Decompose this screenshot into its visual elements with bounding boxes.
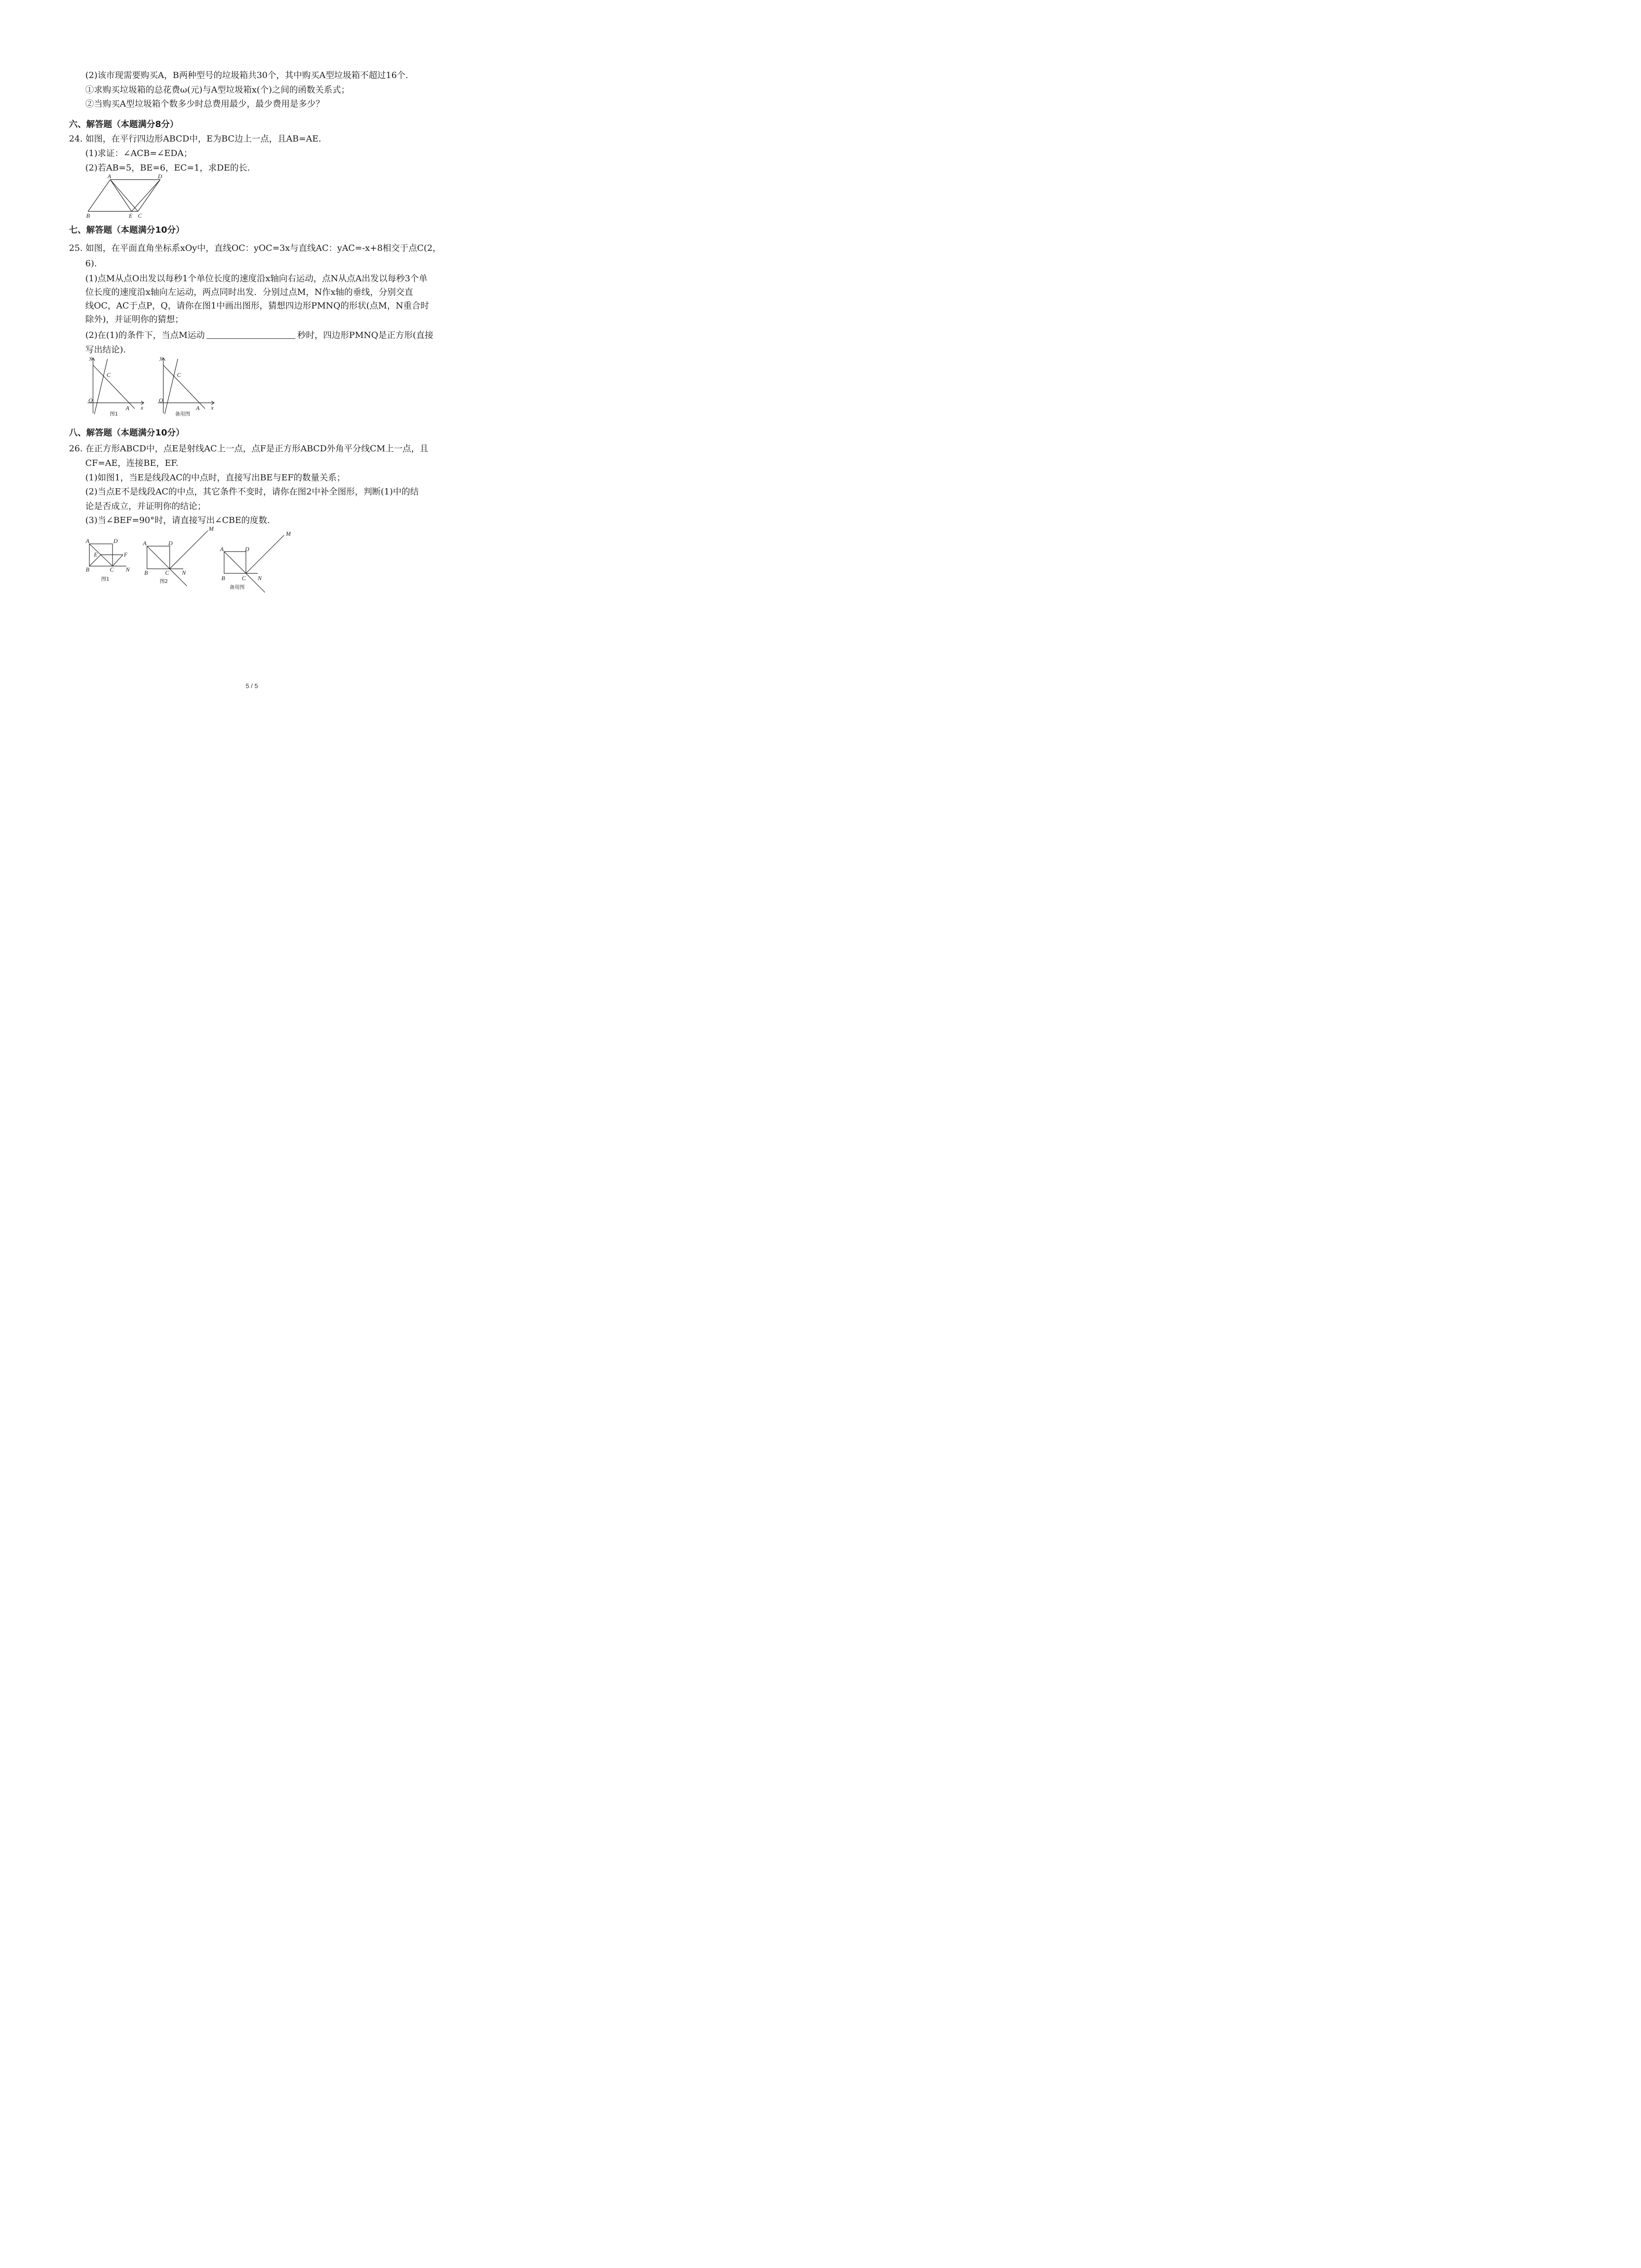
q25-part2-a: (2)在(1)的条件下，当点M运动 — [85, 330, 205, 340]
label-o: O — [159, 397, 163, 404]
side-ab — [88, 180, 110, 211]
label-c: C — [107, 371, 111, 378]
label-b: B — [86, 566, 89, 573]
label-f: F — [124, 551, 127, 558]
label-a: A — [196, 405, 200, 411]
label-a: A — [86, 538, 89, 544]
section6-heading: 六、解答题（本题满分8分） — [69, 119, 179, 129]
q26-figure-1 — [84, 535, 134, 583]
q25-part2-b: 秒时，四边形PMNQ是正方形(直接 — [297, 330, 434, 340]
q24-part1: (1)求证：∠ACB=∠EDA； — [85, 148, 192, 158]
label-d: D — [113, 538, 118, 544]
caption: 备用图 — [175, 411, 190, 417]
label-y: y — [89, 354, 92, 361]
label-o: O — [88, 397, 93, 404]
label-c: C — [177, 371, 181, 378]
q25-part2 — [85, 329, 433, 341]
label-c: C — [138, 212, 142, 219]
label-n: N — [126, 566, 130, 573]
caption: 图1 — [110, 411, 118, 417]
label-c: C — [110, 566, 114, 573]
ray-cm — [246, 535, 284, 573]
page-number: 5 / 5 — [245, 682, 258, 689]
label-n: N — [258, 575, 262, 582]
label-e: E — [94, 551, 98, 558]
label-m: M — [286, 530, 291, 537]
q25-figure-2 — [154, 355, 220, 419]
q24-stem: 24. 如图，在平行四边形ABCD中，E为BC边上一点，且AB=AE. — [69, 134, 322, 144]
q25-figure-1 — [84, 355, 150, 419]
q26-part3: (3)当∠BEF=90°时，请直接写出∠CBE的度数. — [85, 515, 270, 525]
q25-part1-line1: (1)点M从点O出发以每秒1个单位长度的速度沿x轴向右运动，点N从点A出发以每秒3个单 — [85, 274, 428, 284]
label-a: A — [126, 405, 129, 411]
q25-part1-line3: 线OC，AC于点P，Q，请你在图1中画出图形，猜想四边形PMNQ的形状(点M，N重合时 — [85, 301, 429, 311]
label-d: D — [158, 173, 162, 180]
label-c: C — [165, 569, 169, 576]
label-d: D — [245, 546, 250, 552]
label-a: A — [220, 546, 224, 552]
label-n: N — [182, 569, 186, 576]
caption: 图1 — [101, 576, 109, 582]
answer-blank[interactable] — [206, 329, 295, 339]
line-ac — [93, 365, 135, 409]
q24-part2: (2)若AB=5，BE=6，EC=1，求DE的长. — [85, 163, 250, 173]
label-a: A — [108, 173, 111, 180]
label-b: B — [221, 575, 225, 582]
q23-sub2: ②当购买A型垃圾箱个数多少时总费用最少，最少费用是多少？ — [85, 99, 324, 109]
label-x: x — [211, 404, 214, 411]
section8-heading: 八、解答题（本题满分10分） — [69, 428, 185, 438]
label-c: C — [242, 575, 246, 582]
segment-ac — [110, 180, 138, 211]
q24-figure — [82, 173, 172, 219]
label-b: B — [86, 212, 90, 219]
q23-sub1: ①求购买垃圾箱的总花费ω(元)与A型垃圾箱x(个)之间的函数关系式； — [85, 85, 350, 95]
side-cd — [138, 180, 160, 211]
label-b: B — [144, 569, 148, 576]
segment-ed — [132, 180, 160, 211]
q26-part2-line2: 论是否成立，并证明你的结论； — [85, 501, 206, 511]
q26-stem-2: CF=AE，连接BE，EF. — [85, 458, 179, 468]
segment-ae — [110, 180, 132, 211]
label-m: M — [209, 525, 214, 532]
label-e: E — [129, 212, 132, 219]
q25-stem-1: 25. 如图，在平面直角坐标系xOy中，直线OC：yOC=3x与直线AC：yAC=-x+8相交于点C(2， — [69, 243, 441, 253]
label-x: x — [141, 404, 143, 411]
line-oc — [94, 359, 108, 414]
q25-stem-2: 6). — [85, 259, 97, 269]
caption: 图2 — [160, 578, 168, 584]
section7-heading: 七、解答题（本题满分10分） — [69, 225, 185, 235]
label-a: A — [143, 540, 147, 547]
q25-part1-line4: 除外)，并证明你的猜想； — [85, 314, 184, 324]
label-y: y — [160, 354, 162, 361]
line-ac — [163, 365, 205, 409]
q25-part1-line2: 位长度的速度沿x轴向左运动，两点同时出发．分别过点M，N作x轴的垂线，分别交直 — [85, 287, 413, 297]
diagonal-ac — [224, 552, 246, 573]
q26-figure-2 — [141, 526, 218, 592]
q26-figure-3 — [218, 528, 297, 596]
ray-cm — [170, 531, 208, 569]
q23-part2: (2)该市现需要购买A，B两种型号的垃圾箱共30个，其中购买A型垃圾箱不超过16个. — [85, 70, 408, 80]
q26-part1: (1)如图1，当E是线段AC的中点时，直接写出BE与EF的数量关系； — [85, 473, 346, 483]
q26-part2-line1: (2)当点E不是线段AC的中点，其它条件不变时，请你在图2中补全图形，判断(1)中的结 — [85, 487, 419, 497]
line-oc — [165, 359, 178, 414]
segment-cf — [113, 555, 123, 566]
extension-ac — [246, 573, 265, 592]
diagonal-ac — [147, 546, 170, 569]
q26-stem-1: 26. 在正方形ABCD中，点E是射线AC上一点，点F是正方形ABCD外角平分线CM上一点，且 — [69, 444, 429, 454]
caption: 备用图 — [230, 584, 245, 590]
q25-part2-line2: 写出结论). — [85, 345, 126, 355]
label-d: D — [168, 540, 173, 547]
